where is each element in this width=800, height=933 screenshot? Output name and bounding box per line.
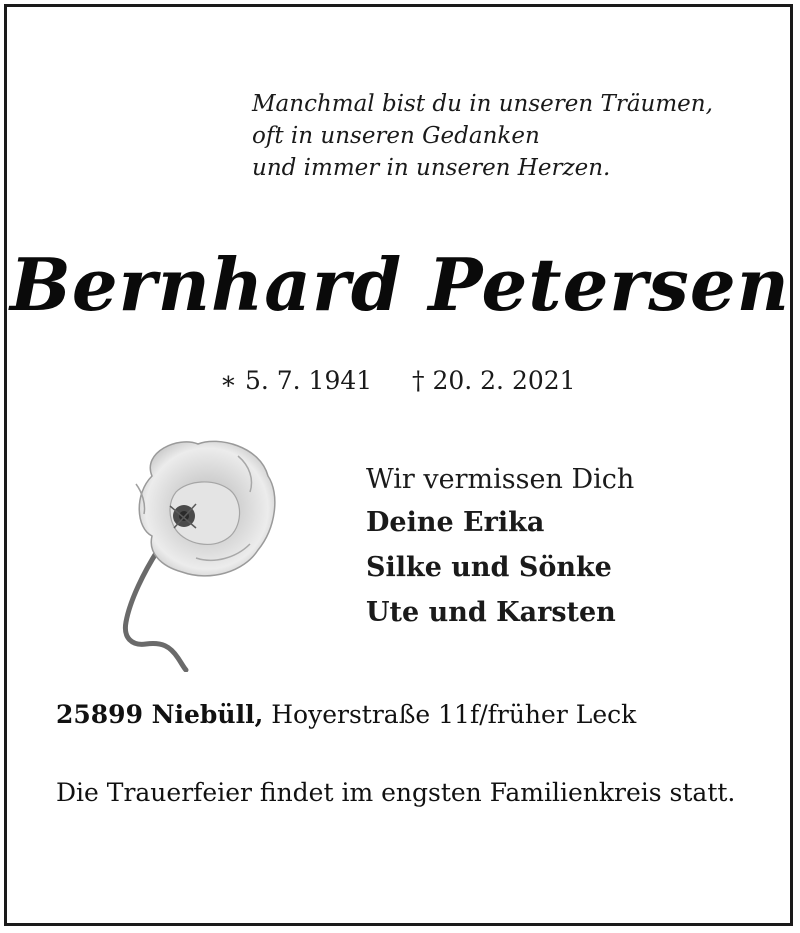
mourner-name: Ute und Karsten: [366, 597, 616, 628]
poem-line: Manchmal bist du in unseren Träumen,: [252, 91, 713, 117]
poem: [252, 88, 713, 184]
mourner-name: Silke und Sönke: [366, 552, 612, 583]
service-note: Die Trauerfeier findet im engsten Familienkreis statt.: [56, 778, 736, 807]
poem-line: und immer in unseren Herzen.: [252, 155, 611, 181]
address-city: 25899 Niebüll,: [56, 700, 264, 729]
death-date: † 20. 2. 2021: [412, 366, 576, 395]
birth-date: ∗ 5. 7. 1941: [220, 366, 373, 395]
address: [56, 700, 636, 729]
poppy-flower-icon: [118, 432, 288, 672]
mourners-names: [366, 500, 634, 635]
mourners-block: [366, 460, 634, 635]
poem-line: oft in unseren Gedanken: [252, 123, 540, 149]
deceased-name: Bernhard Petersen: [10, 242, 790, 327]
mourners-intro: Wir vermissen Dich: [366, 464, 635, 495]
address-street: Hoyerstraße 11f/früher Leck: [263, 700, 637, 729]
mourner-name: Deine Erika: [366, 507, 545, 538]
